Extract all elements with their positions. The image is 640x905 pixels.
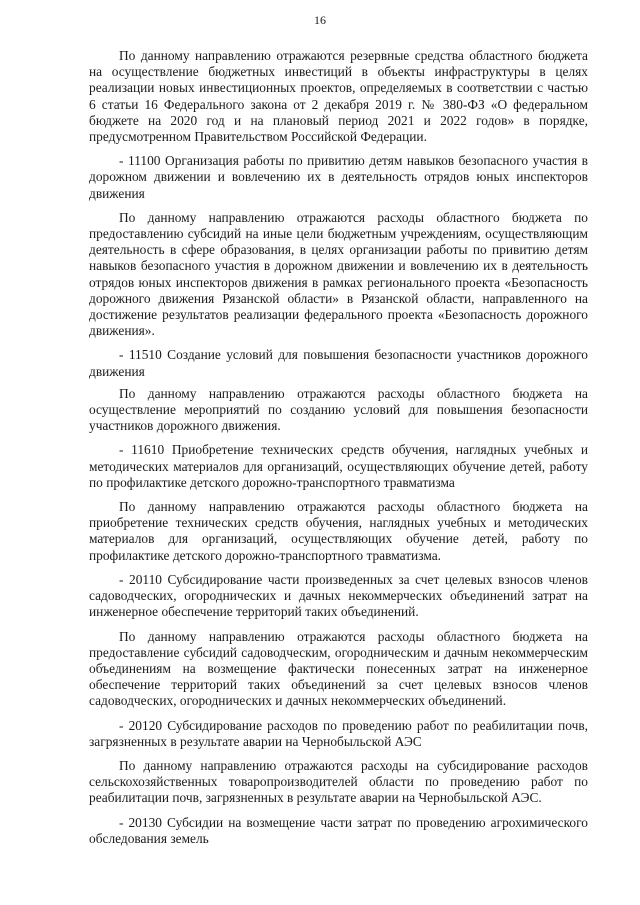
paragraph-11610-description: По данному направлению отражаются расходы областного бюджета на приобретение технических средств обучения, наглядных учебных и методических материалов для организаций, осуществляющих обучение детей, работу по профилактике детского дорожно-транспортного травматизма.: [89, 499, 588, 563]
section-heading-20130: - 20130 Субсидии на возмещение части затрат по проведению агрохимического обследования земель: [89, 814, 588, 846]
section-heading-20120: - 20120 Субсидирование расходов по проведению работ по реабилитации почв, загрязненных в результате аварии на Чернобыльской АЭС: [89, 717, 588, 749]
section-heading-11510: - 11510 Создание условий для повышения безопасности участников дорожного движения: [89, 347, 588, 379]
page-number: 16: [314, 13, 326, 27]
paragraph-11510-description: По данному направлению отражаются расходы областного бюджета на осуществление мероприятий по созданию условий для повышения безопасности участников дорожного движения.: [89, 385, 588, 434]
section-heading-20110: - 20110 Субсидирование части произведенных за счет целевых взносов членов садоводческих, огороднических и дачных некоммерческих объединений затрат на инженерное обеспечение территорий таких объединений.: [89, 571, 588, 620]
paragraph-20120-description: По данному направлению отражаются расходы на субсидирование расходов сельскохозяйственных товаропроизводителей области по проведению работ по реабилитации почв, загрязненных в результате аварии на Чернобыльской АЭС.: [89, 757, 588, 806]
paragraph-11100-description: По данному направлению отражаются расходы областного бюджета по предоставлению субсидий на иные цели бюджетным учреждениям, осуществляющим деятельность в сфере образования, в целях организации работы по привитию детям навыков безопасного участия в дорожном движении и вовлечению их в деятельность отрядов юных инспекторов движения в рамках регионального проекта «Безопасность дорожного движения Рязанской области» в Рязанской области, направленного на достижение результатов реализации федерального проекта «Безопасность дорожного движения».: [89, 209, 588, 339]
section-heading-11100: - 11100 Организация работы по привитию детям навыков безопасного участия в дорожном движении и вовлечению их в деятельность отрядов юных инспекторов движения: [89, 153, 588, 201]
paragraph-20110-description: По данному направлению отражаются расходы областного бюджета на предоставление субсидий садоводческим, огородническим и дачным некоммерческим объединениям на возмещение фактически понесенных затрат на инженерное обеспечение территорий таких объединений за счет целевых взносов членов садоводческих, огороднических и дачных некоммерческих объединений.: [89, 628, 588, 709]
paragraph-reserve-funds: По данному направлению отражаются резервные средства областного бюджета на осуществление бюджетных инвестиций в объекты инфраструктуры в целях реализации новых инвестиционных проектов, определяемых в соответствии с частью 6 статьи 16 Федерального закона от 2 декабря 2019 г. № 380-ФЗ «О федеральном бюджете на 2020 год и на плановый период 2021 и 2022 годов» в порядке, предусмотренном Правительством Российской Федерации.: [89, 48, 588, 145]
page-body: [89, 48, 588, 855]
section-heading-11610: - 11610 Приобретение технических средств обучения, наглядных учебных и методических материалов для организаций, осуществляющих обучение детей, работу по профилактике детского дорожно-транспортного травматизма: [89, 442, 588, 490]
